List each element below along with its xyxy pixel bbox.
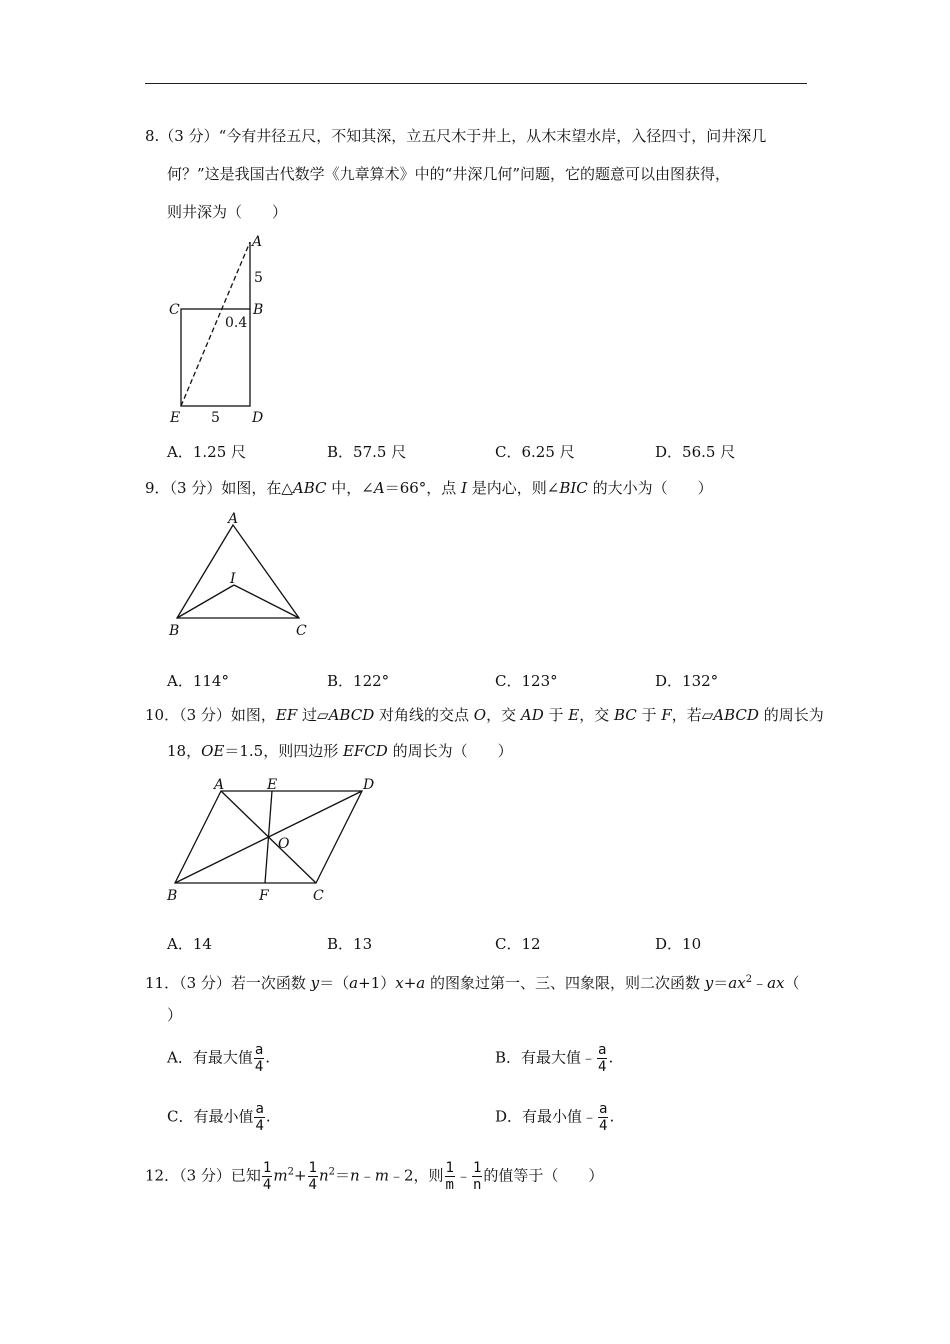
- q10-line-1: 10．（3 分）如图，EF 过▱ABCD 对角线的交点 O，交 AD 于 E，交 BC 于 F，若▱ABCD 的周长为: [145, 706, 824, 724]
- q8-option-a[interactable]: A．1.25 尺: [167, 443, 246, 461]
- label-i: I: [230, 571, 236, 587]
- q8-well-figure: [160, 228, 280, 428]
- q10-option-b[interactable]: B．13: [327, 935, 373, 953]
- q10-line-2: 18，OE＝1.5，则四边形 EFCD 的周长为（ ）: [167, 742, 513, 760]
- label-f: F: [259, 888, 269, 904]
- q9-stem: 9．（3 分）如图，在△ABC 中，∠A＝66°，点 I 是内心，则∠BIC 的大小为（ ）: [145, 479, 713, 497]
- q9-option-b[interactable]: B．122°: [327, 672, 390, 690]
- segment-ci: [234, 585, 299, 618]
- label-a: A: [228, 511, 239, 527]
- q11-option-a[interactable]: A．有最大值 $\frac{a}{4}$ .: [167, 1042, 271, 1075]
- label-d: D: [252, 410, 264, 426]
- q10-option-d[interactable]: D．10: [655, 935, 702, 953]
- label-c: C: [313, 888, 324, 904]
- q11-line-1: 11．（3 分）若一次函数 y＝（a+1）x+a 的图象过第一、三、四象限，则二次函数 $y=ax^2﹣ax$（: [145, 974, 800, 992]
- label-a: A: [214, 777, 225, 793]
- label-ab-length: 5: [254, 270, 263, 286]
- segment-bi: [177, 585, 234, 618]
- label-b: B: [169, 623, 180, 639]
- label-c: C: [169, 302, 180, 318]
- q9-option-c[interactable]: C．123°: [495, 672, 558, 690]
- label-e: E: [267, 777, 278, 793]
- q8-line-2: 何？”这是我国古代数学《九章算术》中的“井深几何”问题，它的题意可以由图获得，: [167, 165, 731, 183]
- q8-line-3: 则井深为（ ）: [167, 203, 288, 221]
- q10-option-a[interactable]: A．14: [167, 935, 212, 953]
- segment-ef: [265, 791, 272, 883]
- label-o: O: [278, 836, 290, 852]
- q10-option-c[interactable]: C．12: [495, 935, 541, 953]
- q10-parallelogram-figure: [160, 772, 385, 907]
- q9-option-d[interactable]: D．132°: [655, 672, 719, 690]
- label-cb-length: 0.4: [225, 315, 248, 331]
- label-b: B: [167, 888, 178, 904]
- q8-option-d[interactable]: D．56.5 尺: [655, 443, 736, 461]
- q8-option-c[interactable]: C．6.25 尺: [495, 443, 575, 461]
- q9-triangle-figure: [160, 508, 320, 643]
- q11-option-d[interactable]: D．有最小值﹣ $\frac{a}{4}$ .: [495, 1101, 615, 1134]
- q9-option-a[interactable]: A．114°: [167, 672, 229, 690]
- label-ed-length: 5: [211, 410, 220, 426]
- q8-line-1: 8.（3 分）“今有井径五尺，不知其深，立五尺木于井上，从木末望水岸，入径四寸，问井深几: [145, 127, 767, 145]
- q11-option-c[interactable]: C．有最小值 $\frac{a}{4}$ .: [167, 1101, 271, 1134]
- label-d: D: [363, 777, 375, 793]
- label-e: E: [170, 410, 181, 426]
- label-b: B: [253, 302, 264, 318]
- q11-option-b[interactable]: B．有最大值﹣ $\frac{a}{4}$ .: [495, 1042, 614, 1075]
- triangle-abc: [177, 525, 299, 618]
- label-a: A: [252, 234, 263, 250]
- label-c: C: [296, 623, 307, 639]
- q8-option-b[interactable]: B．57.5 尺: [327, 443, 407, 461]
- q11-line-2: ）: [167, 1006, 183, 1024]
- q12-stem: 12．（3 分）已知 $\frac{1}{4}$ $m^2+$ $\frac{1}{4}$ $n^2=n﹣m﹣2$，则 $\frac{1}{m}$ ﹣ $\frac{1}{n}$ 的值等于（ ）: [145, 1160, 604, 1193]
- header-rule: [145, 83, 807, 84]
